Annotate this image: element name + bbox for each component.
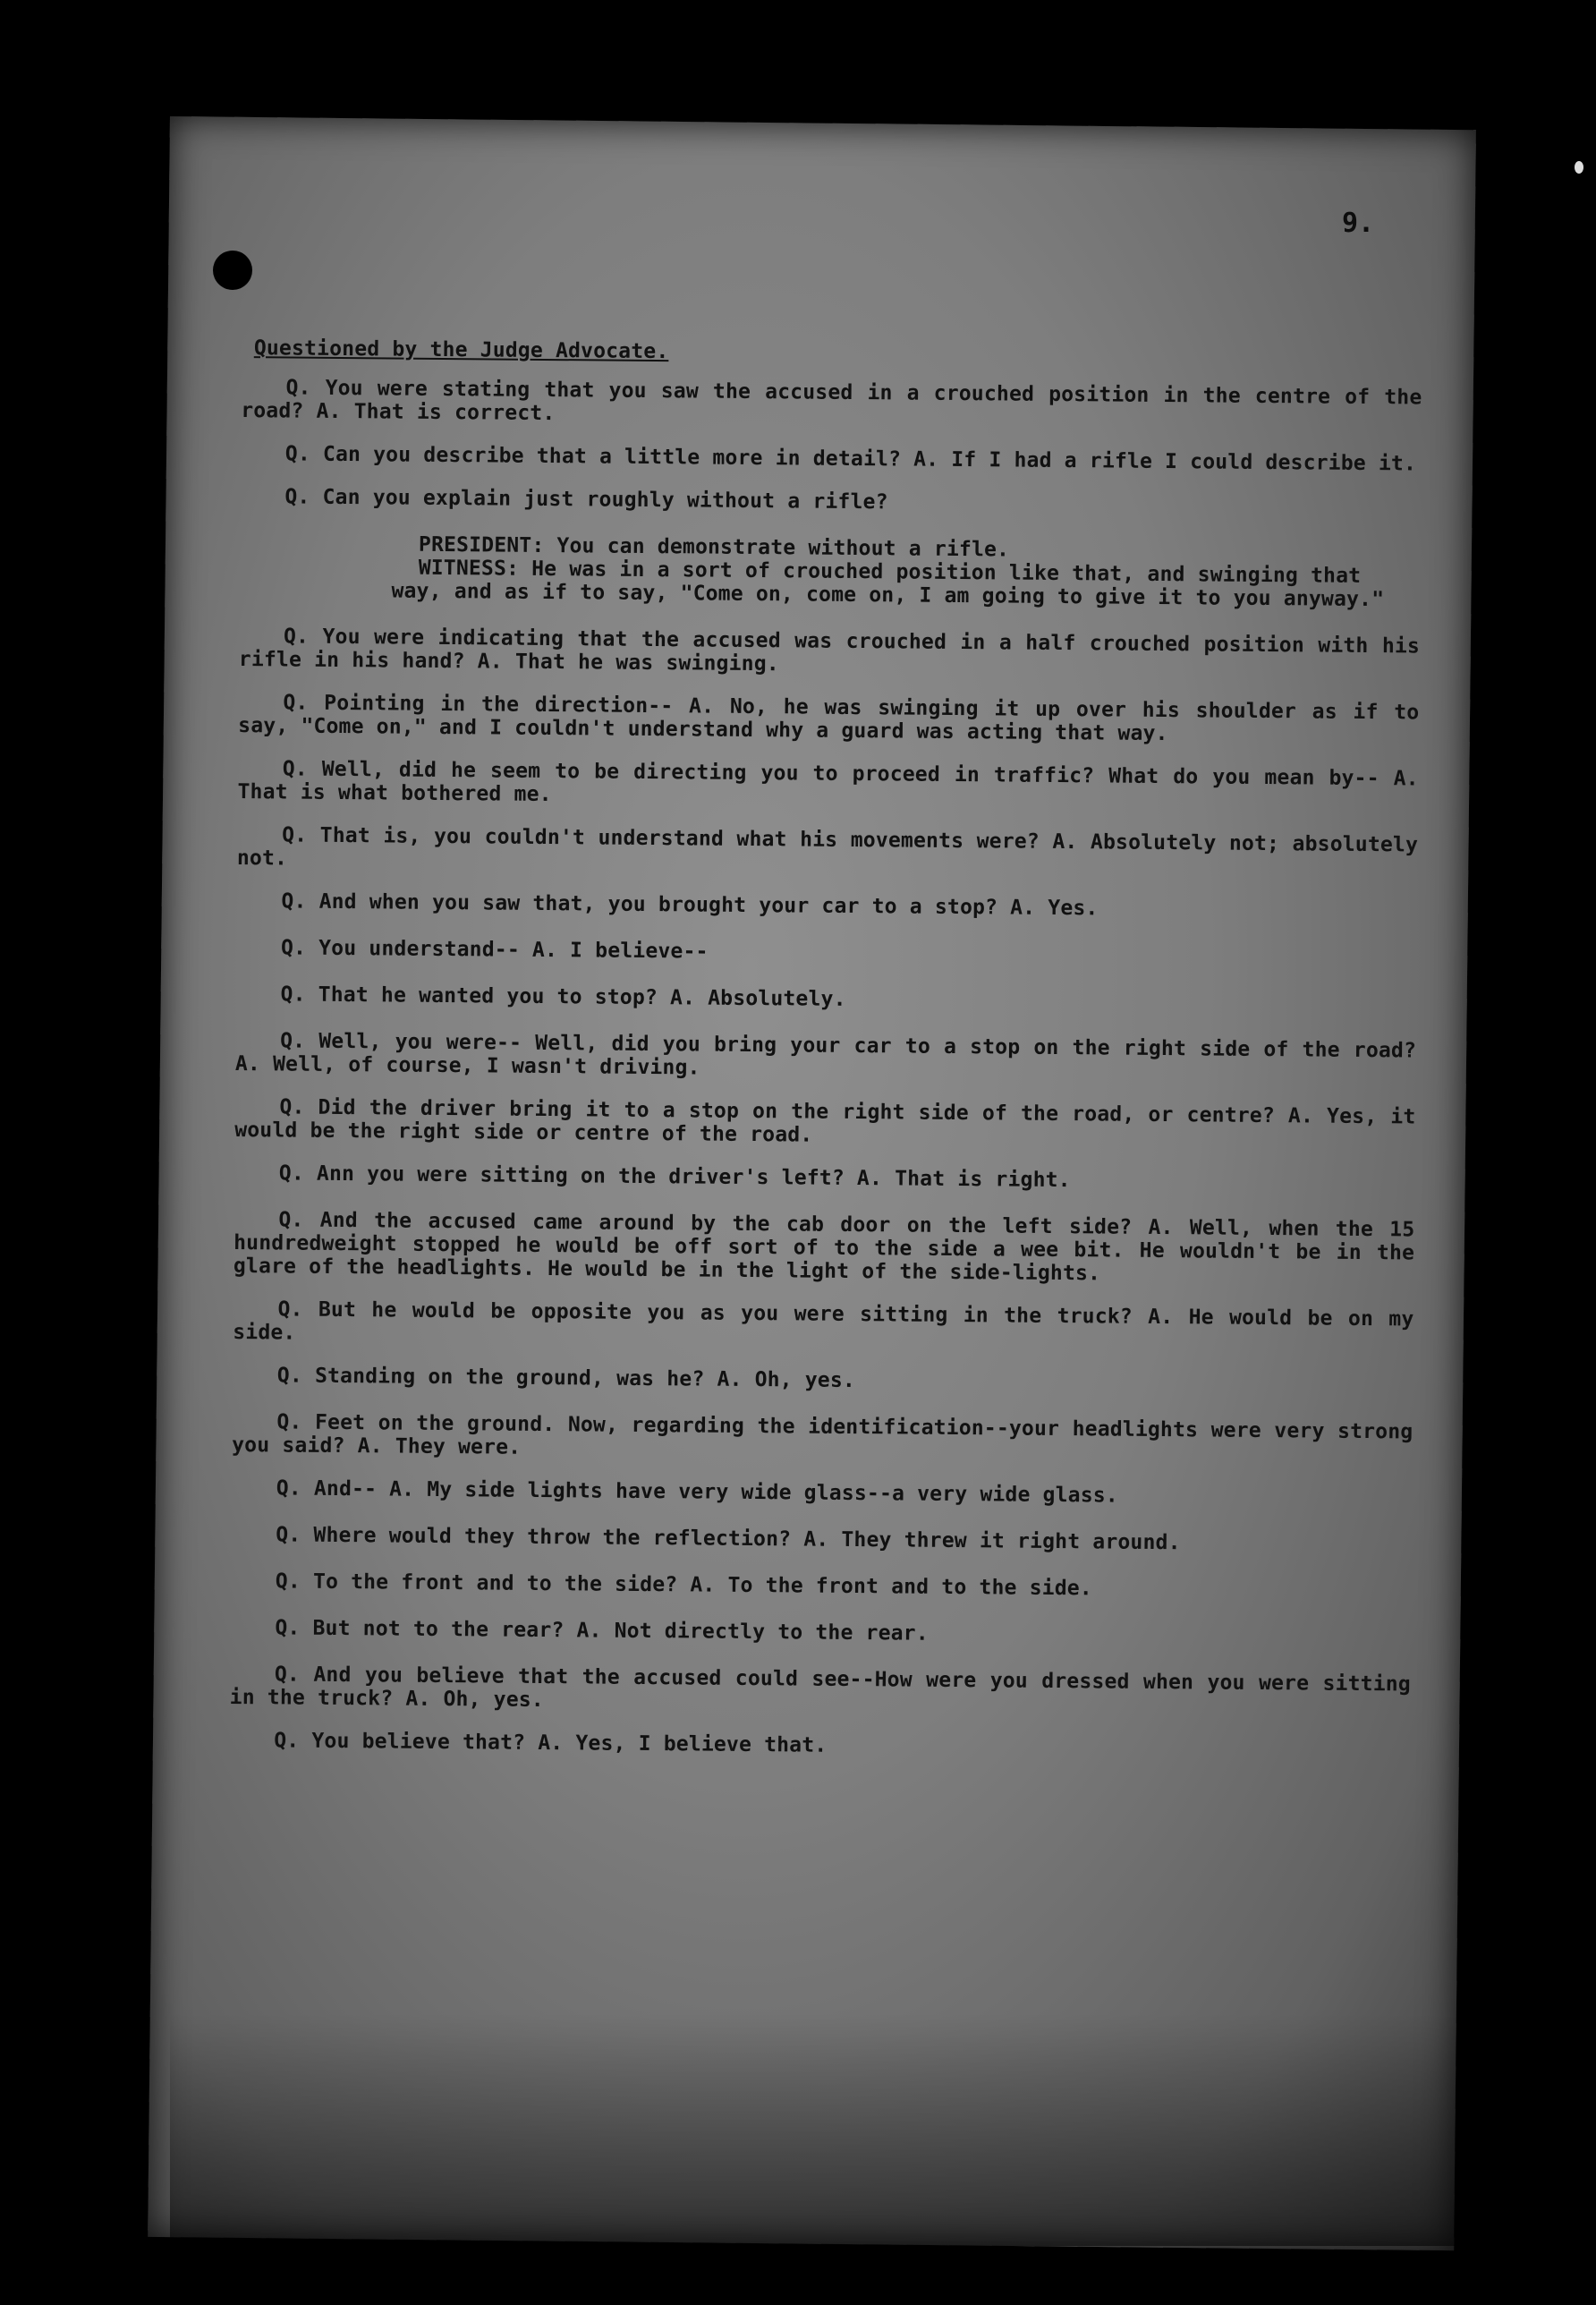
qa-entry: Q. Well, you were-- Well, did you bring your car to a stop on the right side of the road? A. Well, of course, I wasn't driving. xyxy=(234,1029,1417,1080)
punch-hole xyxy=(213,251,252,290)
qa-entry: Q. And you believe that the accused could see--How were you dressed when you were sitting in the truck? A. Oh, yes. xyxy=(229,1663,1412,1713)
page-number: 9. xyxy=(1342,208,1375,239)
qa-entry: Q. But he would be opposite you as you were sitting in the truck? A. He would be on my side. xyxy=(233,1297,1414,1345)
section-heading: Questioned by the Judge Advocate. xyxy=(253,336,669,364)
president-statement: PRESIDENT: You can demonstrate without a rifle. xyxy=(418,532,1010,562)
qa-entry: Q. You believe that? A. Yes, I believe that. xyxy=(274,1729,828,1757)
qa-entry: Q. But not to the rear? A. Not directly to the rear. xyxy=(275,1616,929,1646)
qa-entry: Q. Standing on the ground, was he? A. Oh, yes. xyxy=(276,1364,856,1393)
edge-mark xyxy=(1575,161,1583,174)
qa-entry: Q. You were indicating that the accused was crouched in a half crouched position with his rifle in his hand? A. That he was swinging. xyxy=(238,625,1421,676)
qa-entry: Q. That is, you couldn't understand what his movements were? A. Absolutely not; absolutely not. xyxy=(236,823,1419,871)
qa-entry: Q. You were stating that you saw the accused in a crouched position in the centre of the road? A. That is correct. xyxy=(241,376,1422,426)
qa-entry: Q. And when you saw that, you brought your car to a stop? A. Yes. xyxy=(281,889,1099,921)
qa-entry: Q. You understand-- A. I believe-- xyxy=(280,936,709,964)
witness-statement: WITNESS: He was in a sort of crouched position like that, and swinging that way, and as if to say, "Come on, come on, I am going to give it to you anyway." xyxy=(391,556,1385,612)
qa-entry: Q. Well, did he seem to be directing you to proceed in traffic? What do you mean by-- A. That is what bothered me. xyxy=(237,757,1419,807)
qa-entry: Q. To the front and to the side? A. To the front and to the side. xyxy=(275,1569,1093,1601)
qa-entry: Q. Can you describe that a little more in detail? A. If I had a rifle I could describe it. xyxy=(284,442,1417,476)
qa-entry: Q. Did the driver bring it to a stop on the right side of the road, or centre? A. Yes, it would be the right side or centre of the road. xyxy=(234,1095,1416,1147)
qa-entry: Q. Feet on the ground. Now, regarding the identification--your headlights were very strong you said? A. They were. xyxy=(232,1410,1413,1459)
transcript-body xyxy=(229,336,1422,1785)
qa-entry: Q. Ann you were sitting on the driver's left? A. That is right. xyxy=(278,1161,1071,1193)
qa-entry: Q. Can you explain just roughly without a rifle? xyxy=(284,485,888,515)
qa-entry: Q. Pointing in the direction-- A. No, he was swinging it up over his shoulder as if to say, "Come on," and I couldn't understand why a guard was acting that way. xyxy=(238,691,1420,746)
interjection-block xyxy=(391,532,1403,611)
qa-entry: Q. And the accused came around by the cab door on the left side? A. Well, when the 15 hundredweight stopped he would be off sort of to the side a wee bit. He wouldn't be in the glare of the headlights. He would be in the light of the side-lights. xyxy=(233,1208,1415,1286)
qa-entry: Q. Where would they throw the reflection? A. They threw it right around. xyxy=(276,1523,1181,1555)
qa-entry: Q. That he wanted you to stop? A. Absolutely. xyxy=(280,982,846,1011)
qa-entry: Q. And-- A. My side lights have very wide glass--a very wide glass. xyxy=(276,1476,1119,1508)
